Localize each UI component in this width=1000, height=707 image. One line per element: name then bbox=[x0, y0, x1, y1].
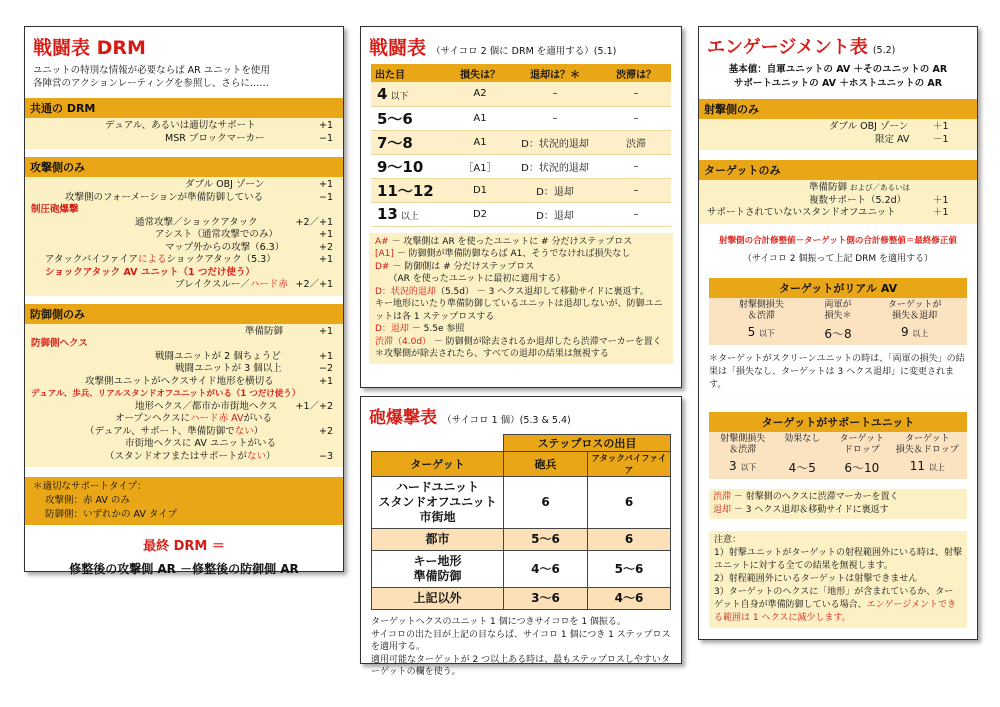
note-line: D# － 防御側は # 分だけステップロス bbox=[375, 261, 535, 272]
engagement-panel bbox=[698, 26, 978, 640]
dual-label: デュアル、歩兵、リアルスタンドオフユニットがいる（1 つだけ使う） bbox=[31, 389, 301, 399]
support-values: 3 以下 4～5 6～10 11 以上 bbox=[729, 458, 945, 475]
support-columns: 射撃側損失 ＆渋滞 効果なし ターゲット ドロップ ターゲット 損失＆ドロップ bbox=[720, 433, 959, 455]
drm-row: 準備防御 および／あるいは bbox=[809, 182, 911, 193]
drm-row: （デュアル、サポート、準備防御でない） +2 bbox=[85, 425, 333, 437]
result-legend: 渋滞 － 射撃側のヘクスに渋滞マーカーを置く 退却 － 3 ヘクス退却＆移動サイドに裏返す bbox=[709, 489, 967, 519]
drm-row: マップ外からの攻撃（6.3） +2 bbox=[165, 241, 333, 253]
table-row: キー地形 準備防御 4～6 5～6 bbox=[372, 551, 671, 588]
panel-title: エンゲージメント表 bbox=[707, 37, 868, 58]
common-drm-list bbox=[25, 118, 343, 149]
drm-row: サポートされていないスタンドオフユニット ＋1 bbox=[707, 207, 949, 218]
drm-row: 攻撃側のフォーメーションが準備防御している −1 bbox=[65, 191, 333, 203]
attack-drm-list bbox=[25, 177, 343, 296]
drm-row: 市街地ヘクスに AV ユニットがいる bbox=[125, 438, 276, 449]
shooter-list bbox=[699, 119, 977, 150]
drm-row: 戦闘ユニットが 2 個ちょうど +1 bbox=[155, 350, 333, 362]
panel-heading bbox=[361, 27, 681, 64]
drm-row: ダブル OBJ ゾーン ＋1 bbox=[829, 121, 949, 132]
drm-row: （スタンドオフまたはサポートがない） −3 bbox=[105, 450, 333, 462]
panel-subtitle: (5.2) bbox=[872, 45, 896, 56]
final-modifier-formula: 射撃側の合計修整値－ターゲット側の合計修整値＝最終修正値 bbox=[719, 235, 957, 246]
final-drm-title: 最終 DRM ＝ bbox=[143, 539, 225, 554]
real-av-values: 5 以下 6～8 9 以上 bbox=[747, 324, 929, 341]
target-header: ターゲットのみ bbox=[699, 160, 977, 180]
table-row: 11～12 D1 D：退却 – bbox=[371, 178, 671, 202]
note-line: D：状況的退却（5.5d） － 3 ヘクス退却して移動サイドに裏返す。 bbox=[375, 286, 649, 297]
note-line: 渋滞（4.0d） － 防御側が除去されるか退却したら渋滞マーカーを置く bbox=[375, 336, 662, 347]
drm-row: 限定 AV －1 bbox=[875, 133, 949, 145]
shooter-header: 射撃側のみ bbox=[699, 99, 977, 119]
panel-title: 戦闘表 bbox=[369, 37, 427, 59]
drm-row: 複数サポート（5.2d） ＋1 bbox=[809, 194, 949, 206]
drm-row: アシスト（通常攻撃でのみ） +1 bbox=[155, 229, 333, 240]
combat-notes bbox=[369, 233, 673, 364]
drm-row: MSR ブロックマーカー −1 bbox=[165, 132, 333, 144]
base-value-line: 基本値：自軍ユニットの AV ＋そのユニットの AR bbox=[728, 64, 948, 75]
formula-note: （サイコロ 2 個振って上記 DRM を適用する） bbox=[742, 253, 934, 264]
defense-drm-list bbox=[25, 324, 343, 468]
defense-drm-header: 防御側のみ bbox=[25, 304, 343, 324]
drm-row: ブレイクスルー／ハード赤 +2／+1 bbox=[175, 279, 333, 290]
combat-results-table bbox=[371, 64, 671, 227]
base-value-line: サポートユニットの AV ＋ホストユニットの AR bbox=[733, 78, 943, 89]
table-row: 13 以上 D2 D：退却 – bbox=[371, 202, 671, 226]
table-row: 4 以下 A2 – – bbox=[371, 82, 671, 106]
table-row: 7～8 A1 D：状況的退却 渋滞 bbox=[371, 130, 671, 154]
table-header-row: 出た目 損失は？ 退却は？＊ 渋滞は？ bbox=[371, 64, 671, 82]
shock-av-label: ショックアタック AV ユニット（1 つだけ使う） bbox=[45, 266, 255, 278]
drm-row: 地形ヘクス／都市か市街地ヘクス +1／+2 bbox=[135, 400, 333, 412]
drm-row: 戦闘ユニットが 3 個以上 −2 bbox=[175, 363, 333, 374]
panel-heading bbox=[699, 27, 977, 61]
drm-row: 準備防御 +1 bbox=[245, 325, 333, 337]
drm-row: ダブル OBJ ゾーン +1 bbox=[185, 179, 333, 190]
bombardment-note: ターゲットヘクスのユニット 1 個につきサイコロを 1 個振る。 サイコロの出た目が上記の目ならば、サイコロ 1 個につき 1 ステップロスを適用する。 適用可能なターゲットが 2 つ以上ある時は、最もステップロスしやすいターゲットの欄を使う。 bbox=[371, 617, 671, 677]
target-list bbox=[699, 180, 977, 224]
sub-label: 防御側ヘクス bbox=[31, 338, 88, 349]
final-drm-formula: 修整後の攻撃側 AR －修整後の防御側 AR bbox=[69, 562, 299, 576]
combat-drm-panel bbox=[24, 26, 344, 576]
drm-row: 通常攻撃／ショックアタック +2／+1 bbox=[135, 216, 333, 228]
table-row: 上記以外 3～6 4～6 bbox=[372, 588, 671, 610]
drm-row: デュアル、あるいは適切なサポート +1 bbox=[105, 120, 333, 131]
real-av-table: ターゲットがリアル AV 射撃側損失 ＆渋滞 両軍が 損失＊ ターゲットが 損失＆退却 5 以下 6～8 9 以上 bbox=[709, 278, 967, 345]
panel-heading bbox=[361, 397, 681, 434]
drm-row: アタックバイファイアによるショックアタック（5.3） +1 bbox=[45, 254, 333, 265]
note-line: キー地形にいたり準備防御しているユニットは退却しないが、防御ユニットは各 1 ステップロスする bbox=[375, 299, 663, 322]
screen-unit-note: ＊ターゲットがスクリーンユニットの時は、「両軍の損失」の結果は「損失なし、ターゲットは 3 ヘクス退却」に変更されます。 bbox=[709, 353, 965, 390]
bombardment-table bbox=[371, 434, 671, 610]
table-row: 都市 5～6 6 bbox=[372, 529, 671, 551]
support-note: ＊適切なサポートタイプ： 攻撃側：赤 AV のみ 防御側：いずれかの AV タイプ bbox=[25, 477, 343, 525]
sub-label: 制圧砲爆撃 bbox=[31, 204, 79, 215]
note-line: D：退却 － 5.5e 参照 bbox=[375, 324, 465, 334]
note-line: A# － 攻撃側は AR を使ったユニットに # 分だけステップロス bbox=[375, 236, 633, 247]
table-header-row: ステップロスの出目 bbox=[372, 435, 671, 452]
intro-text: ユニットの特別な情報が必要ならば AR ユニットを使用 各陣営のアクションレーティングを参照し、さらに…… bbox=[33, 65, 270, 89]
table-row: ハードユニット スタンドオフユニット 市街地 6 6 bbox=[372, 477, 671, 529]
panel-subtitle: （サイコロ 1 個）(5.3 & 5.4) bbox=[442, 415, 571, 426]
note-line: （AR を使ったユニットに最初に適用する） bbox=[375, 274, 566, 284]
panel-title: 戦闘表 DRM bbox=[33, 37, 146, 59]
bombardment-panel bbox=[360, 396, 682, 677]
table-row: 5～6 A1 – – bbox=[371, 106, 671, 130]
panel-subtitle: （サイコロ 2 個に DRM を適用する）(5.1) bbox=[431, 46, 617, 57]
note-line: ＊攻撃側が除去されたら、すべての退却の結果は無視する bbox=[375, 349, 609, 359]
note-line: [A1] － 防御側が準備防御ならば A1、そうでなければ損失なし bbox=[375, 249, 631, 259]
drm-row: 攻撃側ユニットがヘクスサイド地形を横切る +1 bbox=[85, 375, 333, 387]
support-unit-table: ターゲットがサポートユニット 射撃側損失 ＆渋滞 効果なし ターゲット ドロップ ターゲット 損失＆ドロップ 3 以下 4～5 6～10 11 以上 bbox=[709, 412, 967, 479]
caution-box: 注意： 1）射撃ユニットがターゲットの射程範囲外にいる時は、射撃ユニットに対する全ての結果を無視します。 2）射程範囲外にいるターゲットは射撃できません 3）ターゲットのヘクスに「地形」が含まれているか、ターゲット自身が準備防御している場合、エンゲージメントできる範囲は 1 ヘクスに減少します。 bbox=[709, 531, 967, 628]
combat-table-panel bbox=[360, 26, 682, 388]
real-av-columns: 射撃側損失 ＆渋滞 両軍が 損失＊ ターゲットが 損失＆退却 bbox=[738, 299, 942, 321]
drm-row: オープンヘクスにハード赤 AVがいる bbox=[115, 413, 272, 424]
panel-title: 砲爆撃表 bbox=[369, 408, 437, 428]
table-row: 9～10 ［A1］ D：状況的退却 – bbox=[371, 154, 671, 178]
common-drm-header: 共通の DRM bbox=[25, 98, 343, 118]
attack-drm-header: 攻撃側のみ bbox=[25, 157, 343, 177]
table-header-row: ターゲット 砲兵 アタックバイファイア bbox=[372, 452, 671, 477]
